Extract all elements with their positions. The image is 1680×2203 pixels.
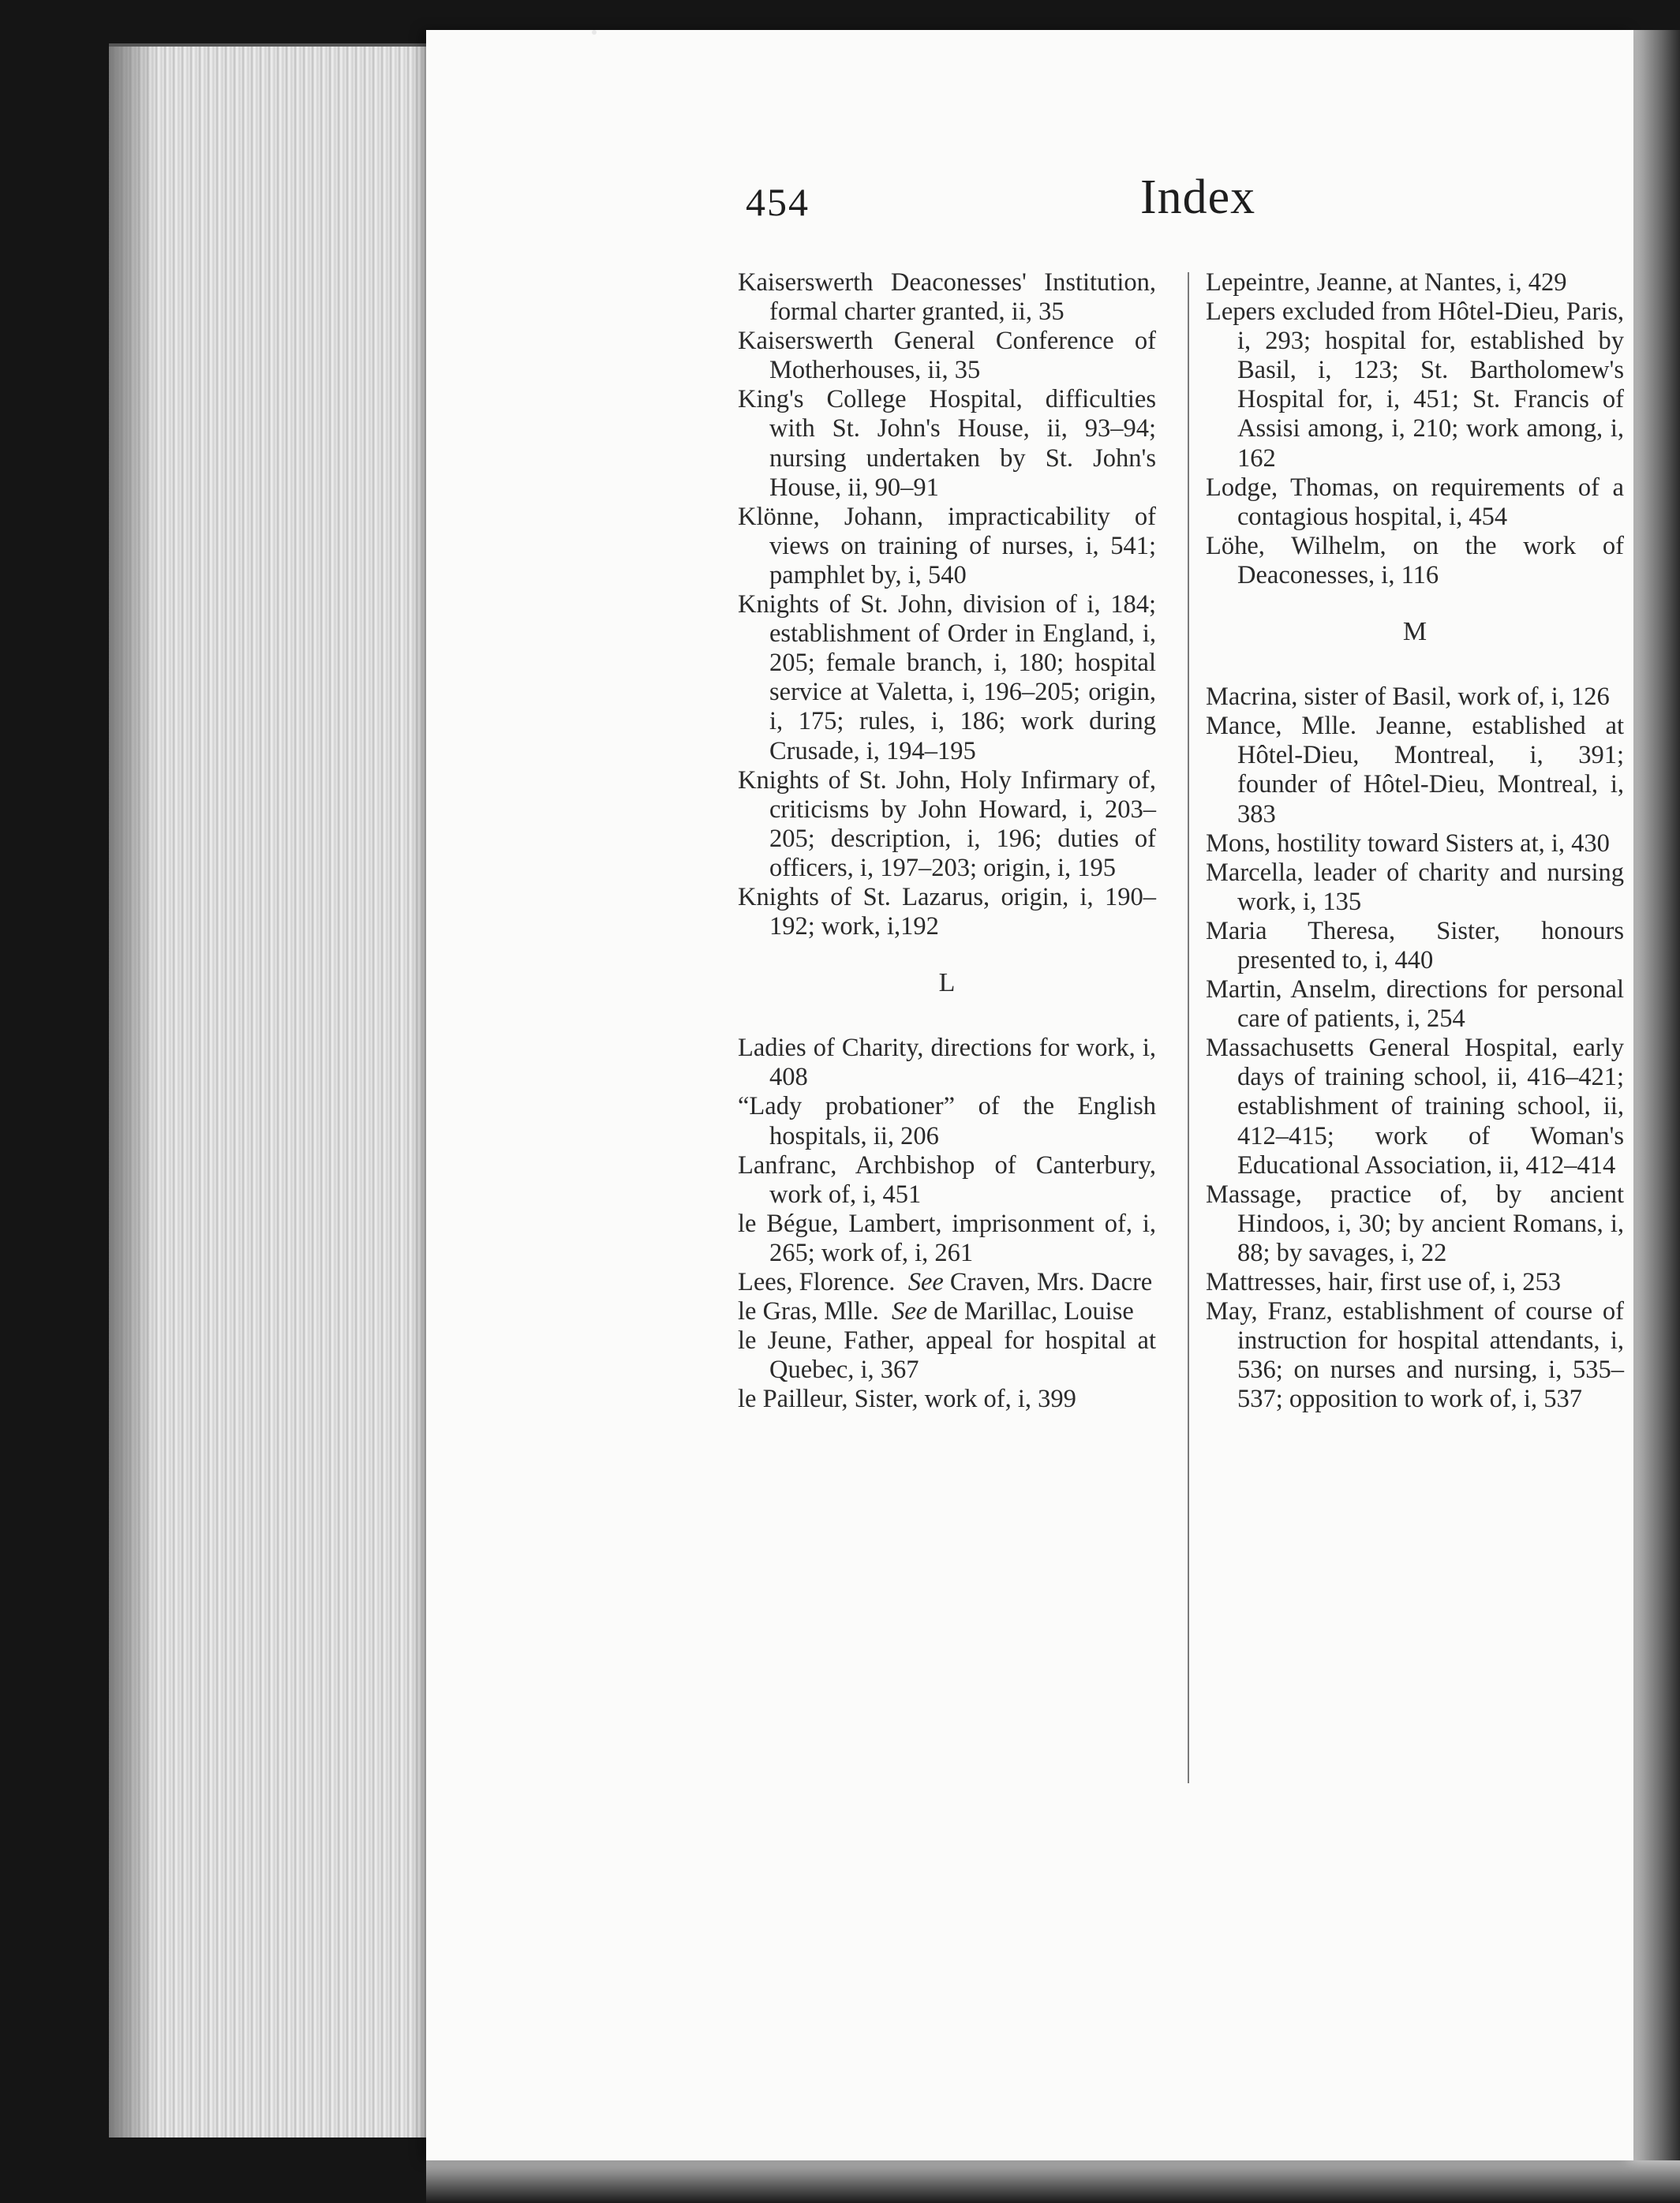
- page-title: Index: [1140, 170, 1256, 224]
- right-column: [1206, 268, 1624, 1414]
- index-entry: “Lady probationer” of the English hospitals, ii, 206: [738, 1092, 1156, 1150]
- page-number: 454: [746, 180, 810, 224]
- bottom-margin-shadow: [426, 2160, 1680, 2203]
- right-margin-shadow: [1633, 30, 1680, 2203]
- index-entry: Macrina, sister of Basil, work of, i, 126: [1206, 683, 1610, 712]
- index-entry: Lepers excluded from Hôtel-Dieu, Paris, i, 293; hospital for, established by Basil, i, 123; St. Bartholomew's Hospital for, i, 451; St. Francis of Assisi among, i, 210; work among, i, 162: [1206, 297, 1624, 473]
- section-letter-l: L: [938, 968, 956, 998]
- index-entry: Klönne, Johann, impracticability of views on training of nurses, i, 541; pamphlet by, i, 540: [738, 502, 1156, 589]
- left-column: [738, 268, 1156, 1414]
- index-entry: Lodge, Thomas, on requirements of a contagious hospital, i, 454: [1206, 473, 1624, 531]
- index-entry: Ladies of Charity, directions for work, i, 408: [738, 1034, 1156, 1092]
- index-entry: Löhe, Wilhelm, on the work of Deaconesses, i, 116: [1206, 531, 1624, 589]
- entry-heading: le Gras, Mlle.: [738, 1297, 879, 1326]
- index-entry: May, Franz, establishment of course of instruction for hospital attendants, i, 536; on nurses and nursing, i, 535–537; opposition to work of, i, 537: [1206, 1297, 1624, 1414]
- index-entry: le Pailleur, Sister, work of, i, 399: [738, 1385, 1076, 1414]
- index-entry: Martin, Anselm, directions for personal care of patients, i, 254: [1206, 975, 1624, 1034]
- index-entry: Kaiserswerth General Conference of Motherhouses, ii, 35: [738, 327, 1156, 385]
- index-entry-lees: [738, 1268, 1156, 1297]
- index-entry-legras: [738, 1297, 1156, 1326]
- index-entry: Marcella, leader of charity and nursing work, i, 135: [1206, 858, 1624, 916]
- index-entry: Mattresses, hair, first use of, i, 253: [1206, 1268, 1562, 1296]
- page-block-edge: [109, 43, 456, 2138]
- index-entry: Lepeintre, Jeanne, at Nantes, i, 429: [1206, 268, 1567, 297]
- index-entry: Knights of St. John, Holy Infirmary of, criticisms by John Howard, i, 203–205; description, i, 196; duties of officers, i, 197–203; origin, i, 195: [738, 765, 1156, 882]
- index-entry: Maria Theresa, Sister, honours presented to, i, 440: [1206, 916, 1624, 974]
- page-header: [746, 170, 1267, 233]
- index-entry: Mance, Mlle. Jeanne, established at Hôtel-Dieu, Montreal, i, 391; founder of Hôtel-Dieu, Montreal, i, 383: [1206, 712, 1624, 828]
- index-entry: le Bégue, Lambert, imprisonment of, i, 265; work of, i, 261: [738, 1209, 1156, 1267]
- index-entry: King's College Hospital, difficulties with St. John's House, ii, 93–94; nursing undertaken by St. John's House, ii, 90–91: [738, 385, 1156, 502]
- index-entry: Knights of St. Lazarus, origin, i, 190–192; work, i,192: [738, 882, 1156, 941]
- entry-heading: Lees, Florence.: [738, 1268, 896, 1296]
- index-entry: Lanfranc, Archbishop of Canterbury, work of, i, 451: [738, 1150, 1156, 1209]
- entry-reference: de Marillac, Louise: [934, 1297, 1134, 1326]
- index-entry: Massachusetts General Hospital, early days of training school, ii, 416–421; establishment of training school, ii, 412–415; work of Woman's Educational Association, ii, 412–414: [1206, 1034, 1624, 1180]
- section-letter-m: M: [1402, 617, 1427, 647]
- index-entry: Massage, practice of, by ancient Hindoos, i, 30; by ancient Romans, i, 88; by savages, i, 22: [1206, 1180, 1624, 1267]
- see-reference: See: [891, 1297, 928, 1326]
- index-entry: Kaiserswerth Deaconesses' Institution, formal charter granted, ii, 35: [738, 268, 1156, 327]
- column-rule: [1188, 272, 1189, 1783]
- entry-reference: Craven, Mrs. Dacre: [949, 1268, 1153, 1296]
- index-entry: Mons, hostility toward Sisters at, i, 430: [1206, 828, 1610, 858]
- dust-speck: [592, 30, 597, 35]
- see-reference: See: [907, 1268, 944, 1296]
- index-entry: Knights of St. John, division of i, 184; establishment of Order in England, i, 205; female branch, i, 180; hospital service at Valetta, i, 196–205; origin, i, 175; rules, i, 186; work during Crusade, i, 194–195: [738, 590, 1156, 765]
- index-entry: le Jeune, Father, appeal for hospital at Quebec, i, 367: [738, 1326, 1156, 1385]
